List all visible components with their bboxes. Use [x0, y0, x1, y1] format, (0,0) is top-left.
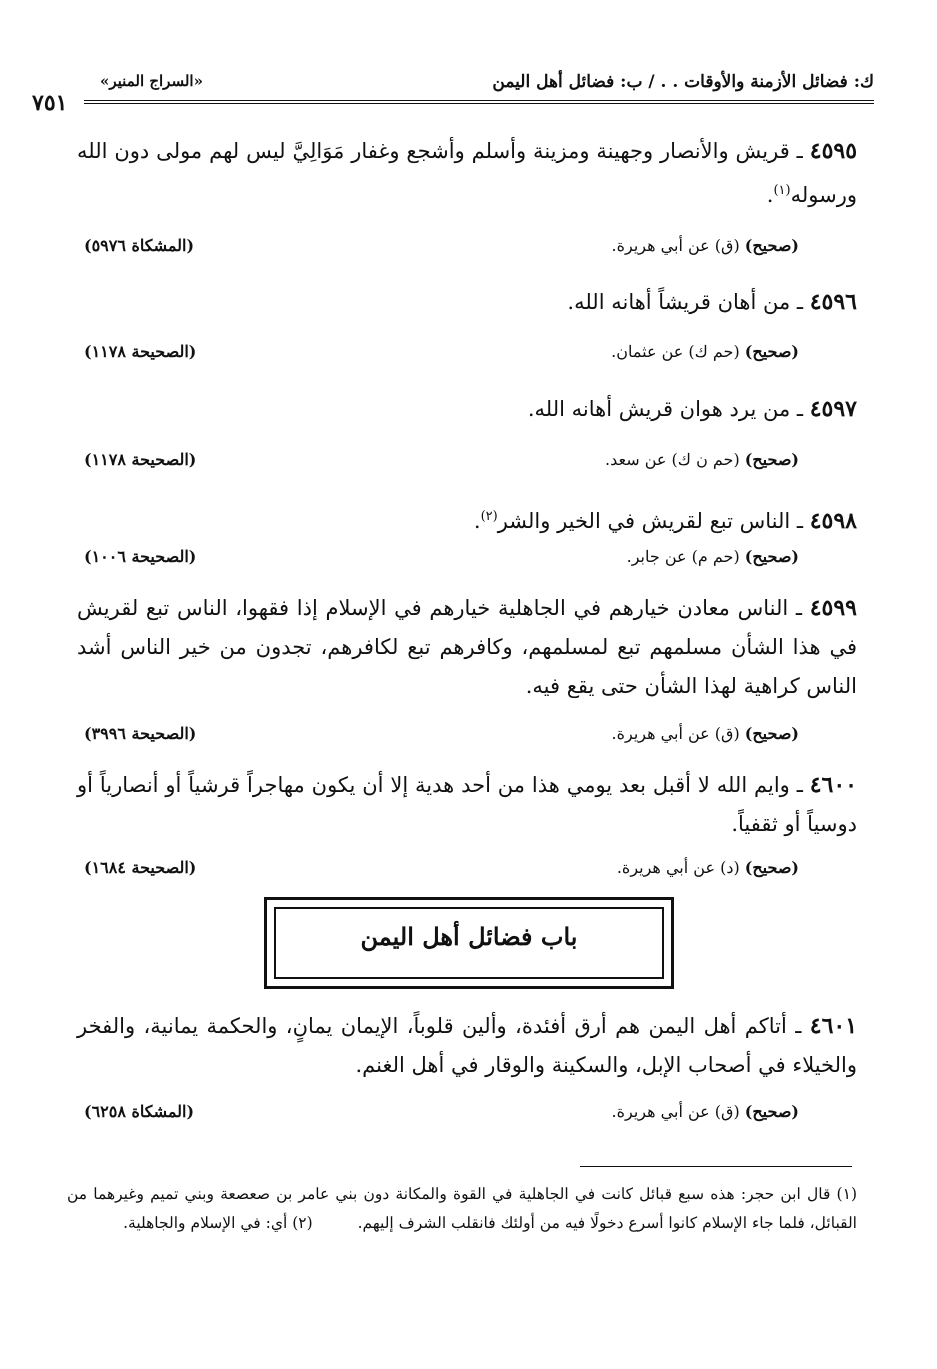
- hadith-grading-row: [84, 450, 799, 480]
- hadith-text: قريش والأنصار وجهينة ومزينة وأسلم وأشجع وغفار مَوَالِيَّ ليس لهم مولى دون الله ورسوله: [77, 139, 857, 207]
- hadith-grading: [611, 342, 799, 361]
- hadith-reference: (الصحيحة ١٠٠٦): [84, 547, 197, 566]
- running-header: [84, 70, 874, 98]
- grading-label: (صحيح): [744, 450, 799, 469]
- hadith-number: ٤٥٩٥: [809, 138, 858, 164]
- grading-source: (ق) عن أبي هريرة.: [611, 724, 740, 743]
- grading-label: (صحيح): [744, 236, 799, 255]
- page-number: ٧٥١: [32, 90, 68, 116]
- hadith-grading-row: [84, 724, 799, 754]
- hadith-grading: [617, 858, 799, 877]
- hadith-grading: [627, 547, 799, 566]
- grading-source: (حم ك) عن عثمان.: [611, 342, 740, 361]
- grading-source: (حم ن ك) عن سعد.: [605, 450, 740, 469]
- grading-label: (صحيح): [744, 1102, 799, 1121]
- hadith-reference: (الصحيحة ١١٧٨): [84, 342, 197, 361]
- hadith-grading-row: [84, 236, 799, 266]
- hadith-grading-row: [84, 1102, 799, 1132]
- hadith-reference: (المشكاة ٥٩٧٦): [84, 236, 195, 255]
- chapter-heading: باب فضائل أهل اليمن: [360, 922, 578, 951]
- hadith-text: الناس معادن خيارهم في الجاهلية خيارهم في الإسلام إذا فقهوا، الناس تبع لقريش في هذا الشأن مسلمهم تبع لمسلمهم، وكافرهم تبع لكافرهم، تجدون من خير الناس أشد الناس كراهية لهذا الشأن حتى يقع فيه.: [77, 596, 857, 698]
- hadith-reference: (الصحيحة ١١٧٨): [84, 450, 197, 469]
- hadith-text: الناس تبع لقريش في الخير والشر: [497, 509, 791, 533]
- grading-source: (حم م) عن جابر.: [626, 547, 740, 566]
- hadith-grading: [605, 450, 799, 469]
- hadith-4596: ٤٥٩٦ ـ من أهان قريشاً أهانه الله.: [567, 289, 857, 315]
- hadith-reference: (الصحيحة ١٦٨٤): [84, 858, 197, 877]
- footnote-2-marker: (٢): [292, 1214, 313, 1232]
- hadith-number: ٤٦٠١: [809, 1013, 858, 1039]
- grading-label: (صحيح): [744, 547, 799, 566]
- hadith-text-end: .: [766, 183, 774, 207]
- footnote-1-marker: (١): [836, 1185, 857, 1203]
- footnotes: [67, 1180, 857, 1238]
- hadith-text: وايم الله لا أقبل بعد يومي هذا من أحد هدية إلا أن يكون مهاجراً قرشياً أو أنصارياً أو دوسياً أو ثقفياً.: [77, 773, 857, 836]
- hadith-grading: [612, 1102, 799, 1121]
- hadith-number: ٤٥٩٨: [809, 508, 857, 534]
- header-rule: [84, 100, 874, 101]
- hadith-4601: ٤٦٠١ ـ أتاكم أهل اليمن هم أرق أفئدة، وألين قلوباً، الإيمان يمانٍ، والحكمة يمانية، والفخر والخيلاء في أصحاب الإبل، والسكينة والوقار في أهل الغنم.: [77, 1013, 858, 1077]
- grading-label: (صحيح): [744, 724, 799, 743]
- grading-label: (صحيح): [744, 858, 799, 877]
- hadith-number: ٤٥٩٦: [809, 289, 857, 315]
- header-chapter-title: ك: فضائل الأزمنة والأوقات . . / ب: فضائل أهل اليمن: [492, 72, 874, 92]
- grading-source: (ق) عن أبي هريرة.: [611, 1102, 740, 1121]
- footnote-2-text: أي: في الإسلام والجاهلية.: [123, 1214, 288, 1232]
- footnote-marker: (٢): [480, 509, 498, 524]
- header-book-title: «السراج المنير»: [100, 72, 203, 90]
- hadith-grading-row: [84, 547, 799, 577]
- hadith-reference: (الصحيحة ٣٩٩٦): [84, 724, 197, 743]
- footnote-1-text: قال ابن حجر: هذه سبع قبائل كانت في الجاهلية في القوة والمكانة دون بني عامر بن صعصعة وبني تميم وغيرهما من القبائل، فلما جاء الإسلام كانوا أسرع دخولًا فيه من أولئك فانقلب الشرف إليهم.: [67, 1185, 857, 1232]
- footnote-separator: [580, 1166, 852, 1167]
- hadith-4599: ٤٥٩٩ ـ الناس معادن خيارهم في الجاهلية خيارهم في الإسلام إذا فقهوا، الناس تبع لقريش في هذا الشأن مسلمهم تبع لمسلمهم، وكافرهم تبع لكافرهم، تجدون من خير الناس أشد الناس كراهية لهذا الشأن حتى يقع فيه.: [77, 595, 857, 698]
- footnote-marker: (١): [773, 183, 791, 198]
- header-rule-secondary: [84, 103, 874, 104]
- hadith-grading-row: [84, 342, 799, 372]
- hadith-text: أتاكم أهل اليمن هم أرق أفئدة، وألين قلوباً، الإيمان يمانٍ، والحكمة يمانية، والفخر والخيلاء في أصحاب الإبل، والسكينة والوقار في أهل الغنم.: [77, 1014, 857, 1077]
- grading-label: (صحيح): [744, 342, 799, 361]
- hadith-4597: ٤٥٩٧ ـ من يرد هوان قريش أهانه الله.: [527, 396, 857, 422]
- hadith-number: ٤٦٠٠: [809, 772, 857, 798]
- hadith-text: من يرد هوان قريش أهانه الله.: [527, 397, 791, 421]
- grading-source: (د) عن أبي هريرة.: [616, 858, 740, 877]
- hadith-reference: (المشكاة ٦٢٥٨): [84, 1102, 195, 1121]
- hadith-4600: ٤٦٠٠ ـ وايم الله لا أقبل بعد يومي هذا من أحد هدية إلا أن يكون مهاجراً قرشياً أو أنصارياً أو دوسياً أو ثقفياً.: [77, 772, 857, 836]
- hadith-4598: ٤٥٩٨ ـ الناس تبع لقريش في الخير والشر$^{(٢)}$.: [473, 508, 857, 534]
- hadith-text: من أهان قريشاً أهانه الله.: [567, 290, 791, 314]
- grading-source: (ق) عن أبي هريرة.: [611, 236, 740, 255]
- hadith-number: ٤٥٩٧: [809, 396, 857, 422]
- hadith-grading-row: [84, 858, 799, 888]
- hadith-grading: [612, 236, 799, 255]
- hadith-4595: ٤٥٩٥ ـ قريش والأنصار وجهينة ومزينة وأسلم وأشجع وغفار مَوَالِيَّ ليس لهم مولى دون الله ورسوله$^{(١)}$.: [77, 138, 858, 207]
- chapter-heading-frame: [264, 897, 674, 989]
- hadith-text-end: .: [473, 509, 481, 533]
- hadith-grading: [612, 724, 799, 743]
- hadith-number: ٤٥٩٩: [809, 595, 857, 621]
